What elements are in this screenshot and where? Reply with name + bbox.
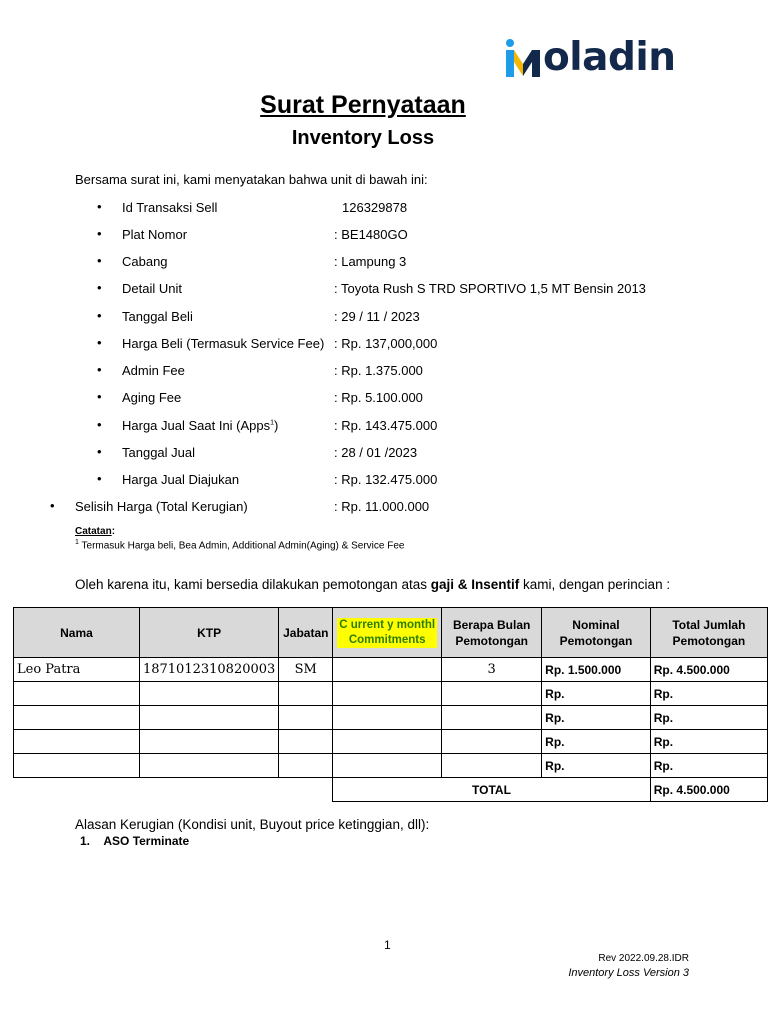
detail-value: : 29 / 11 / 2023 xyxy=(334,309,420,324)
cell-jabatan: SM xyxy=(279,658,333,682)
note-text xyxy=(75,539,404,551)
cell-empty xyxy=(139,706,278,730)
cell-empty xyxy=(14,682,140,706)
footnote-number: 1 xyxy=(75,539,79,546)
cell-empty xyxy=(139,754,278,778)
reason-title: Alasan Kerugian (Kondisi unit, Buyout price ketinggian, dll): xyxy=(75,817,430,832)
cell-empty xyxy=(279,754,333,778)
cell-empty xyxy=(333,706,442,730)
deduction-statement xyxy=(75,577,670,592)
cell-total: Rp. xyxy=(650,730,767,754)
detail-value: : BE1480GO xyxy=(334,227,408,242)
cell-empty xyxy=(333,682,442,706)
document-subtitle: Inventory Loss xyxy=(291,127,435,149)
cell-empty xyxy=(442,730,542,754)
cell-empty xyxy=(14,706,140,730)
reason-text: ASO Terminate xyxy=(103,834,190,848)
total-value: Rp. 4.500.000 xyxy=(650,778,767,802)
cell-empty xyxy=(139,730,278,754)
total-label: TOTAL xyxy=(333,778,651,802)
detail-label: Harga Beli (Termasuk Service Fee) xyxy=(122,336,325,351)
bullet-icon: • xyxy=(97,362,102,377)
cell-empty xyxy=(442,706,542,730)
bullet-icon: • xyxy=(97,389,102,404)
detail-value: : Rp. 137,000,000 xyxy=(334,336,438,351)
detail-label: Detail Unit xyxy=(122,281,182,296)
detail-value: : Rp. 143.475.000 xyxy=(334,418,438,433)
note-title-text: Catatan xyxy=(75,526,112,537)
page-number: 1 xyxy=(384,938,391,952)
detail-label: Plat Nomor xyxy=(122,227,188,242)
revision-label: Rev 2022.09.28.IDR xyxy=(598,953,689,964)
reason-number: 1. xyxy=(80,834,91,848)
header-nama: Nama xyxy=(14,608,140,658)
document-title: Surat Pernyataan xyxy=(260,91,466,119)
cell-total: Rp. xyxy=(650,706,767,730)
logo-wordmark: oladin xyxy=(543,35,676,80)
bullet-icon: • xyxy=(97,226,102,241)
header-berapa-bulan: Berapa Bulan Pemotongan xyxy=(442,608,542,658)
cell-total: Rp. xyxy=(650,682,767,706)
header-jabatan: Jabatan xyxy=(279,608,333,658)
detail-label: Admin Fee xyxy=(122,363,185,378)
intro-text: Bersama surat ini, kami menyatakan bahwa unit di bawah ini: xyxy=(75,172,428,187)
header-current-commitments xyxy=(333,608,442,658)
moladin-logo xyxy=(503,35,676,80)
detail-value: : Rp. 5.100.000 xyxy=(334,390,423,405)
detail-label-text: Harga Jual Saat Ini (Apps xyxy=(122,418,271,433)
cell-nominal: Rp. xyxy=(542,754,651,778)
cell-blank xyxy=(14,778,333,802)
note-body: Termasuk Harga beli, Bea Admin, Additional Admin(Aging) & Service Fee xyxy=(78,540,405,552)
cell-empty xyxy=(279,730,333,754)
detail-value: : Rp. 1.375.000 xyxy=(334,363,423,378)
table-total-row xyxy=(14,778,768,802)
logo-m-mark xyxy=(503,38,543,78)
highlighted-header-text: C urrent y monthl Commitments xyxy=(337,618,437,648)
table-row xyxy=(14,754,768,778)
loss-value: : Rp. 11.000.000 xyxy=(334,499,430,514)
table-row xyxy=(14,658,768,682)
cell-empty xyxy=(14,730,140,754)
header-nominal: Nominal Pemotongan xyxy=(542,608,651,658)
detail-value: : Toyota Rush S TRD SPORTIVO 1,5 MT Bensin 2013 xyxy=(334,281,646,296)
bullet-icon: • xyxy=(97,471,102,486)
bullet-icon: • xyxy=(50,498,55,513)
cell-empty xyxy=(333,754,442,778)
loss-label: Selisih Harga (Total Kerugian) xyxy=(75,499,248,514)
detail-label: Aging Fee xyxy=(122,390,182,405)
detail-value: : 28 / 01 /2023 xyxy=(334,445,418,460)
version-label: Inventory Loss Version 3 xyxy=(568,967,689,979)
cell-current xyxy=(333,658,442,682)
bullet-icon: • xyxy=(97,417,102,432)
table-row xyxy=(14,706,768,730)
cell-empty xyxy=(442,682,542,706)
table-header-row xyxy=(14,608,768,658)
detail-label: Id Transaksi Sell xyxy=(122,200,218,215)
cell-empty xyxy=(14,754,140,778)
detail-value: : Lampung 3 xyxy=(334,254,407,269)
detail-label: Tanggal Beli xyxy=(122,309,193,324)
deduction-table xyxy=(13,607,768,802)
bullet-icon: • xyxy=(97,335,102,350)
cell-ktp: 1871012310820003 xyxy=(139,658,278,682)
statement-text-end: kami, dengan perincian : xyxy=(519,577,671,592)
cell-total: Rp. 4.500.000 xyxy=(650,658,767,682)
cell-empty xyxy=(333,730,442,754)
header-ktp: KTP xyxy=(139,608,278,658)
cell-total: Rp. xyxy=(650,754,767,778)
cell-bulan: 3 xyxy=(442,658,542,682)
cell-nominal: Rp. 1.500.000 xyxy=(542,658,651,682)
detail-label xyxy=(122,418,278,433)
detail-label: Tanggal Jual xyxy=(122,445,195,460)
bullet-icon: • xyxy=(97,280,102,295)
table-row xyxy=(14,730,768,754)
detail-value: 126329878 xyxy=(342,200,408,215)
cell-nominal: Rp. xyxy=(542,706,651,730)
bullet-icon: • xyxy=(97,199,102,214)
bullet-icon: • xyxy=(97,444,102,459)
cell-empty xyxy=(139,682,278,706)
detail-label: Harga Jual Diajukan xyxy=(122,472,240,487)
cell-nominal: Rp. xyxy=(542,682,651,706)
cell-empty xyxy=(279,682,333,706)
statement-text: Oleh karena itu, kami bersedia dilakukan pemotongan atas xyxy=(75,577,431,592)
cell-nominal: Rp. xyxy=(542,730,651,754)
footnote-ref: 1 xyxy=(270,419,275,427)
header-total: Total Jumlah Pemotongan xyxy=(650,608,767,658)
table-row xyxy=(14,682,768,706)
note-title-colon: : xyxy=(111,526,116,537)
detail-value: : Rp. 132.475.000 xyxy=(334,472,438,487)
detail-label-end: ) xyxy=(274,418,279,433)
bullet-icon: • xyxy=(97,308,102,323)
note-title xyxy=(75,526,115,537)
cell-empty xyxy=(442,754,542,778)
cell-empty xyxy=(279,706,333,730)
cell-nama: Leo Patra xyxy=(14,658,140,682)
reason-item xyxy=(80,834,189,848)
statement-bold: gaji & Insentif xyxy=(430,577,520,592)
bullet-icon: • xyxy=(97,253,102,268)
detail-label: Cabang xyxy=(122,254,168,269)
